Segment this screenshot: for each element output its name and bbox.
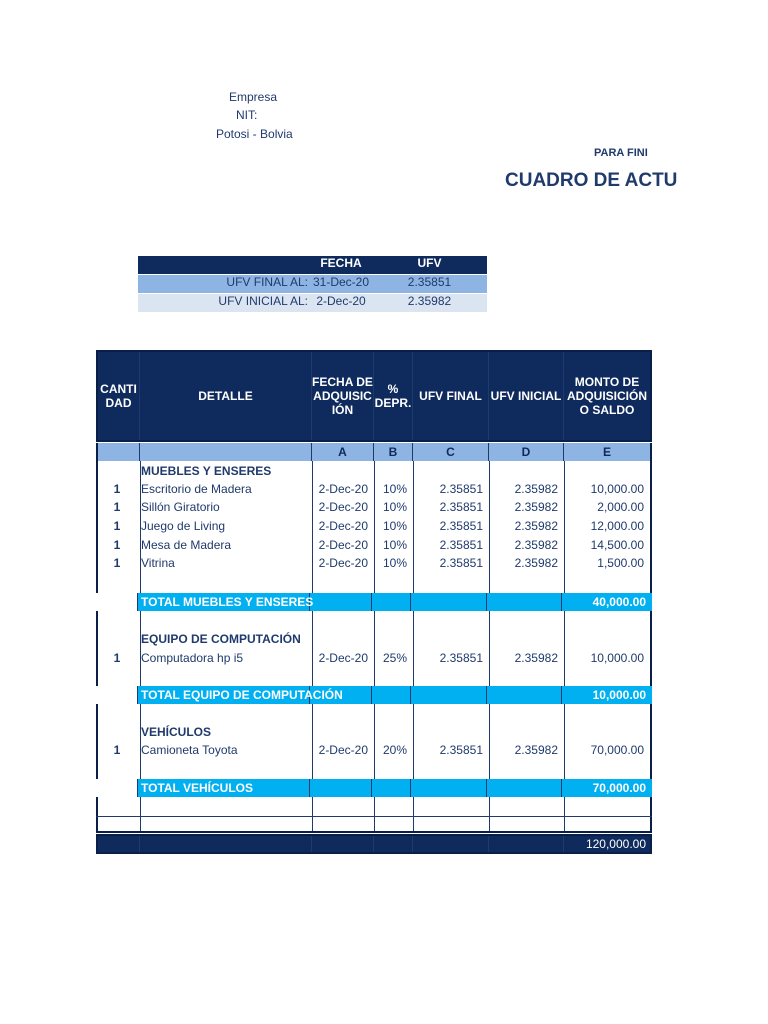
cell-ufv-final: 2.35851 bbox=[439, 556, 483, 570]
letter-b: B bbox=[374, 443, 413, 461]
group-title-row bbox=[96, 723, 652, 741]
cell-fecha: 2-Dec-20 bbox=[318, 500, 368, 514]
divider bbox=[96, 816, 652, 817]
header-monto: MONTO DE ADQUISICIÓN O SALDO bbox=[566, 375, 647, 417]
assets-table-header bbox=[96, 350, 652, 442]
cell-ufv-inicial: 2.35982 bbox=[514, 500, 558, 514]
subtotal-label: TOTAL VEHÍCULOS bbox=[138, 779, 310, 797]
subtotal-row bbox=[96, 779, 652, 797]
cell-ufv-final: 2.35851 bbox=[439, 519, 483, 533]
subtotal-blank bbox=[487, 593, 562, 611]
cell-detalle: Escritorio de Madera bbox=[141, 482, 252, 496]
cell-ufv-inicial: 2.35982 bbox=[514, 651, 558, 665]
letter-empty-1 bbox=[98, 443, 140, 461]
cell-cantidad: 1 bbox=[113, 743, 121, 757]
subtotal-blank bbox=[487, 779, 562, 797]
table-row bbox=[96, 741, 652, 759]
subtotal-value: 10,000.00 bbox=[592, 688, 646, 702]
cell-cantidad: 1 bbox=[113, 651, 121, 665]
cell-depr: 10% bbox=[382, 500, 407, 514]
table-row bbox=[96, 554, 652, 572]
ufv-row-final bbox=[138, 275, 487, 293]
ufv-row-inicial bbox=[138, 294, 487, 312]
subtotal-blank bbox=[372, 779, 411, 797]
grand-blank bbox=[140, 836, 312, 852]
letter-a: A bbox=[312, 443, 374, 461]
cell-detalle: Sillón Giratorio bbox=[141, 500, 220, 514]
grand-blank bbox=[374, 836, 413, 852]
cell-ufv-inicial: 2.35982 bbox=[514, 556, 558, 570]
cell-depr: 10% bbox=[382, 538, 407, 552]
letter-empty-2 bbox=[140, 443, 312, 461]
header-fecha: FECHA DE ADQUISIC IÓN bbox=[312, 352, 374, 440]
subtotal-blank bbox=[310, 593, 372, 611]
group-title-row bbox=[96, 462, 652, 480]
table-row bbox=[96, 536, 652, 554]
cell-ufv-final: 2.35851 bbox=[439, 651, 483, 665]
subtotal-row bbox=[96, 593, 652, 611]
subtotal-blank bbox=[372, 686, 411, 704]
cell-fecha: 2-Dec-20 bbox=[318, 519, 368, 533]
cell-monto: 1,500.00 bbox=[597, 556, 644, 570]
group-title: EQUIPO DE COMPUTACIÓN bbox=[141, 632, 301, 646]
cell-monto: 14,500.00 bbox=[590, 538, 644, 552]
subtotal-spacer bbox=[96, 779, 138, 797]
table-row bbox=[96, 517, 652, 535]
ufv-final-label: UFV FINAL AL: bbox=[226, 275, 308, 289]
subtotal-label: TOTAL EQUIPO DE COMPUTACIÓN bbox=[138, 686, 310, 704]
letter-c: C bbox=[413, 443, 489, 461]
subtotal-row bbox=[96, 686, 652, 704]
header-detalle: DETALLE bbox=[140, 352, 312, 440]
subtotal-blank bbox=[372, 593, 411, 611]
subtotal-blank bbox=[487, 686, 562, 704]
header-ufv-final: UFV FINAL bbox=[413, 352, 489, 440]
cell-ufv-final: 2.35851 bbox=[439, 482, 483, 496]
cell-detalle: Vitrina bbox=[141, 556, 175, 570]
table-row bbox=[96, 649, 652, 667]
cell-depr: 10% bbox=[382, 482, 407, 496]
subtotal-blank bbox=[411, 779, 487, 797]
cell-detalle: Camioneta Toyota bbox=[141, 743, 238, 757]
subtotal-blank bbox=[411, 593, 487, 611]
cell-ufv-inicial: 2.35982 bbox=[514, 743, 558, 757]
ufv-table-header bbox=[138, 256, 487, 274]
cell-depr: 10% bbox=[382, 556, 407, 570]
subtotal-value: 70,000.00 bbox=[592, 781, 646, 795]
cell-cantidad: 1 bbox=[113, 538, 121, 552]
cell-fecha: 2-Dec-20 bbox=[318, 743, 368, 757]
group-title-row bbox=[96, 630, 652, 648]
cell-monto: 12,000.00 bbox=[590, 519, 644, 533]
company-location: Potosi - Bolvia bbox=[216, 127, 293, 141]
cell-cantidad: 1 bbox=[113, 556, 121, 570]
letter-e: E bbox=[602, 445, 611, 459]
subtotal-blank bbox=[411, 686, 487, 704]
cell-monto: 10,000.00 bbox=[590, 482, 644, 496]
cell-fecha: 2-Dec-20 bbox=[318, 538, 368, 552]
cell-depr: 10% bbox=[382, 519, 407, 533]
ufv-inicial-fecha: 2-Dec-20 bbox=[316, 294, 366, 308]
ufv-inicial-label: UFV INICIAL AL: bbox=[218, 294, 308, 308]
cell-detalle: Computadora hp i5 bbox=[141, 651, 244, 665]
cell-ufv-inicial: 2.35982 bbox=[514, 482, 558, 496]
cell-cantidad: 1 bbox=[113, 500, 121, 514]
grand-total-value: 120,000.00 bbox=[585, 837, 646, 851]
subtitle: PARA FINI bbox=[594, 147, 648, 159]
cell-fecha: 2-Dec-20 bbox=[318, 651, 368, 665]
cell-monto: 2,000.00 bbox=[597, 500, 644, 514]
ufv-header-ufv: UFV bbox=[417, 256, 442, 270]
ufv-header-fecha: FECHA bbox=[320, 256, 362, 270]
subtotal-value: 40,000.00 bbox=[592, 595, 646, 609]
group-title: MUEBLES Y ENSERES bbox=[141, 464, 272, 478]
cell-fecha: 2-Dec-20 bbox=[318, 482, 368, 496]
cell-monto: 70,000.00 bbox=[590, 743, 644, 757]
ufv-inicial-value: 2.35982 bbox=[407, 294, 452, 308]
grand-total-row bbox=[96, 834, 652, 854]
grand-blank bbox=[413, 836, 489, 852]
subtotal-blank bbox=[310, 779, 372, 797]
subtotal-spacer bbox=[96, 686, 138, 704]
grand-blank bbox=[312, 836, 374, 852]
document-title: CUADRO DE ACTU bbox=[505, 170, 678, 191]
cell-cantidad: 1 bbox=[113, 482, 121, 496]
grand-blank bbox=[489, 836, 564, 852]
grand-blank bbox=[98, 836, 140, 852]
header-ufv-inicial: UFV INICIAL bbox=[489, 352, 564, 440]
cell-ufv-inicial: 2.35982 bbox=[514, 538, 558, 552]
cell-fecha: 2-Dec-20 bbox=[318, 556, 368, 570]
subtotal-blank bbox=[310, 686, 372, 704]
cell-cantidad: 1 bbox=[113, 519, 121, 533]
letter-d: D bbox=[489, 443, 564, 461]
subtotal-label: TOTAL MUEBLES Y ENSERES bbox=[138, 593, 310, 611]
table-row bbox=[96, 498, 652, 516]
header-depr: % DEPR. bbox=[374, 352, 413, 440]
group-title: VEHÍCULOS bbox=[141, 725, 212, 739]
ufv-final-fecha: 31-Dec-20 bbox=[312, 275, 370, 289]
cell-depr: 20% bbox=[382, 743, 407, 757]
cell-ufv-inicial: 2.35982 bbox=[514, 519, 558, 533]
table-row bbox=[96, 480, 652, 498]
company-name: Empresa bbox=[229, 90, 278, 104]
header-cantidad: CANTI DAD bbox=[98, 352, 140, 440]
ufv-final-value: 2.35851 bbox=[407, 275, 452, 289]
cell-ufv-final: 2.35851 bbox=[439, 538, 483, 552]
column-letters-row bbox=[96, 443, 652, 461]
cell-detalle: Juego de Living bbox=[141, 519, 226, 533]
company-nit: NIT: bbox=[236, 108, 258, 122]
cell-detalle: Mesa de Madera bbox=[141, 538, 232, 552]
cell-ufv-final: 2.35851 bbox=[439, 500, 483, 514]
cell-monto: 10,000.00 bbox=[590, 651, 644, 665]
subtotal-spacer bbox=[96, 593, 138, 611]
cell-ufv-final: 2.35851 bbox=[439, 743, 483, 757]
cell-depr: 25% bbox=[382, 651, 407, 665]
